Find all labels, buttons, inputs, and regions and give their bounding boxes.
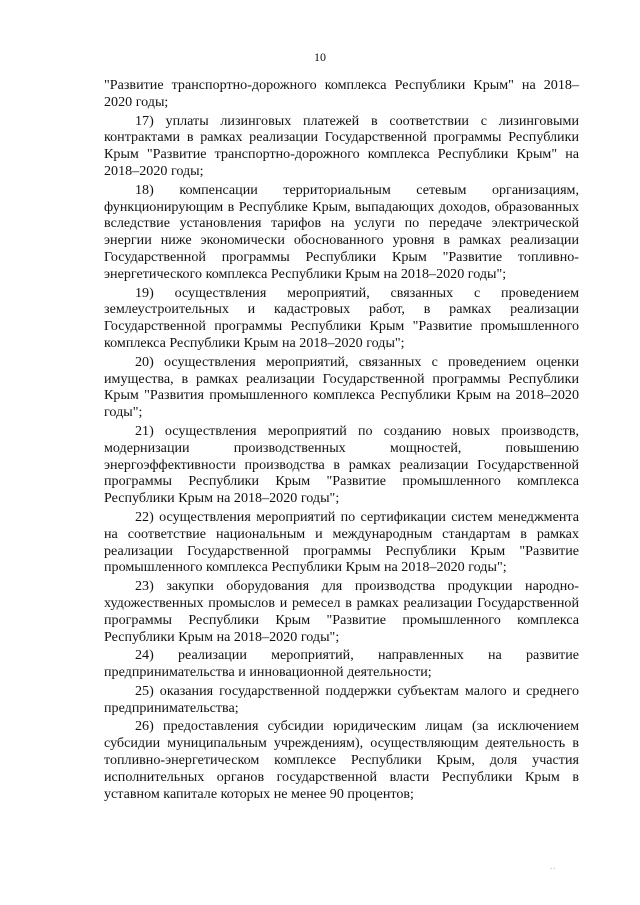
document-body [104, 77, 579, 804]
paragraph-item-25: 25) оказания государственной поддержки субъектам малого и среднего предпринимательства; [104, 682, 579, 716]
paragraph-item-17: 17) уплаты лизинговых платежей в соответствии с лизинговыми контрактами в рамках реализации Государственной программы Республики Крым "Развитие транспортно-дорожного комплекса Республики Крым" на 2018–2020 годы; [104, 112, 579, 179]
paragraph-item-24: 24) реализации мероприятий, направленных на развитие предпринимательства и инновационной деятельности; [104, 647, 579, 681]
paragraph-item-21: 21) осуществления мероприятий по созданию новых производств, модернизации производственных мощностей, повышению энергоэффективности производства в рамках реализации Государственной программы Республики Крым "Развитие промышленного комплекса Республики Крым на 2018–2020 годы"; [104, 422, 579, 507]
paragraph-item-18: 18) компенсации территориальным сетевым организациям, функционирующим в Республике Крым, выпадающих доходов, образованных вследствие установления тарифов на услуги по передаче электрической энергии ниже экономически обоснованного уровня в рамках реализации Государственной программы Республики Крым "Развитие топливно-энергетического комплекса Республики Крым на 2018–2020 годы"; [104, 181, 579, 282]
paragraph-item-20: 20) осуществления мероприятий, связанных с проведением оценки имущества, в рамках реализации Государственной программы Республики Крым "Развития промышленного комплекса Республики Крым на 2018–2020 годы"; [104, 353, 579, 421]
paragraph-item-26: 26) предоставления субсидии юридическим лицам (за исключением субсидии муниципальным учреждениям), осуществляющим деятельность в топливно-энергетическом комплексе Республики Крым, доля участия исполнительных органов государственной власти Республики Крым в уставном капитале которых не менее 90 процентов; [104, 718, 579, 802]
scan-mark: ·· [549, 864, 556, 875]
paragraph-continuation: "Развитие транспортно-дорожного комплекса Республики Крым" на 2018–2020 годы; [104, 77, 579, 110]
paragraph-item-23: 23) закупки оборудования для производства продукции народно-художественных промыслов и ремесел в рамках реализации Государственной программы Республики Крым "Развитие промышленного комплекса Республики Крым на 2018–2020 годы"; [104, 578, 579, 645]
page-number: 10 [314, 50, 326, 64]
paragraph-item-19: 19) осуществления мероприятий, связанных с проведением землеустроительных и кадастровых работ, в рамках реализации Государственной программы Республики Крым "Развитие промышленного комплекса Республики Крым на 2018–2020 годы"; [104, 284, 579, 351]
paragraph-item-22: 22) осуществления мероприятий по сертификации систем менеджмента на соответствие национальным и международным стандартам в рамках реализации Государственной программы Республики Крым "Развитие промышленного комплекса Республики Крым на 2018–2020 годы"; [104, 508, 579, 576]
